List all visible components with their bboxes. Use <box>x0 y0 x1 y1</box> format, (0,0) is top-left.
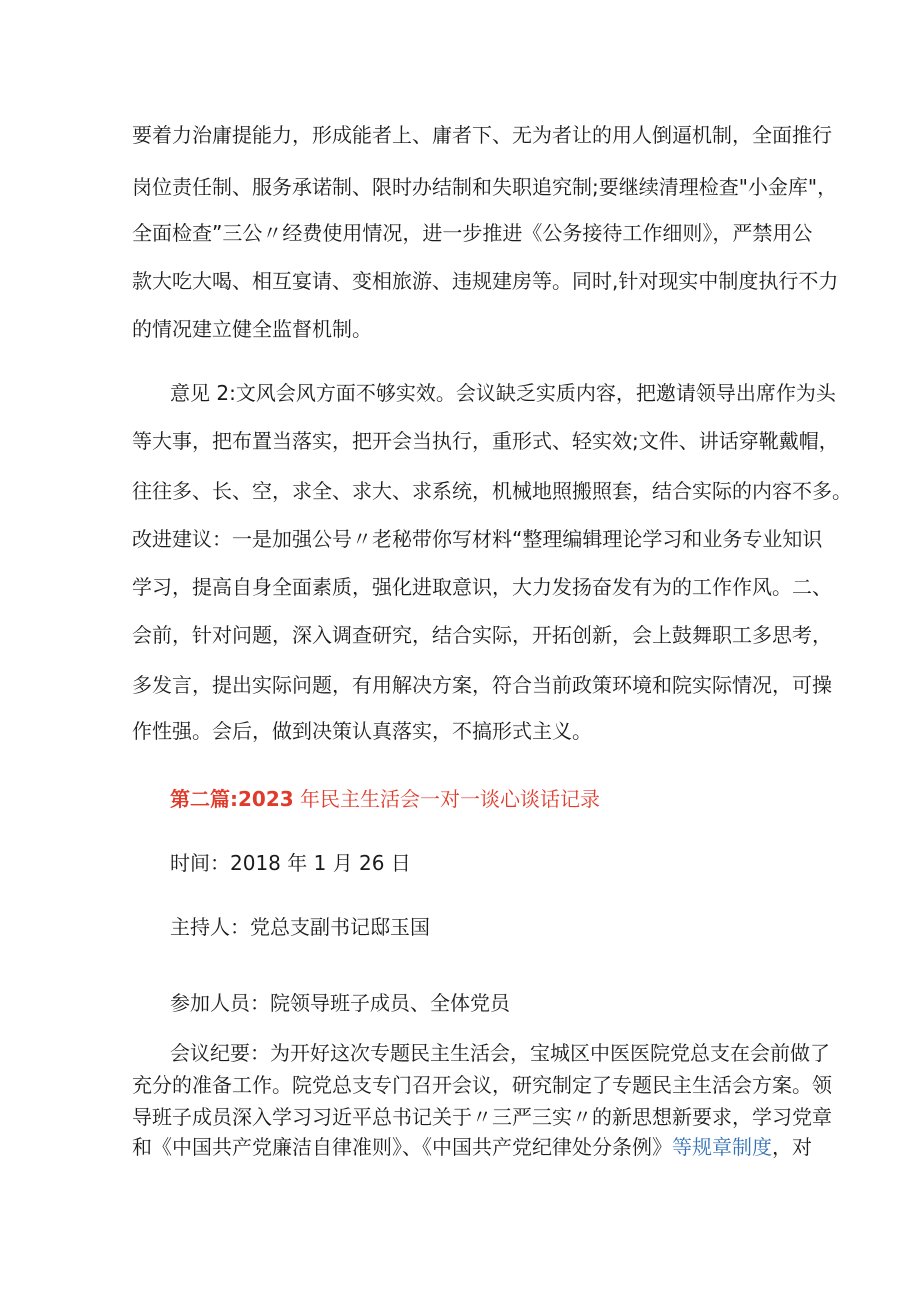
meeting-participants: 参加人员：院领导班子成员、全体党员 <box>170 991 510 1015</box>
paragraph-line <box>132 1134 812 1160</box>
heading-prefix: 第二篇: <box>170 787 238 811</box>
paragraph-line: 全面检查”三公〃经费使用情况，进一步推进《公务接待工作细则》，严禁用公 <box>132 221 813 245</box>
paragraph-line: 改进建议：一是加强公号〃老秘带你写材料“整理编辑理论学习和业务专业知识 <box>132 527 823 551</box>
section-heading <box>170 786 802 812</box>
paragraph-line: 要着力治庸提能力，形成能者上、庸者下、无为者让的用人倒逼机制，全面推行 <box>132 123 832 147</box>
meeting-time: 时间：2018 年 1 月 26 日 <box>170 851 411 875</box>
paragraph-line: 会议纪要：为开好这次专题民主生活会，宝城区中医医院党总支在会前做了 <box>170 1041 830 1065</box>
line-text: 和《中国共产党廉洁自律准则》、《中国共产党纪律处分条例》 <box>132 1135 672 1159</box>
paragraph-line: 往往多、长、空，求全、求大、求系统，机械地照搬照套，结合实际的内容不多。 <box>132 479 852 503</box>
paragraph-line: 款大吃大喝、相互宴请、变相旅游、违规建房等。同时,针对现实中制度执行不力 <box>132 269 839 293</box>
regulations-link[interactable]: 等规章制度 <box>672 1135 772 1159</box>
paragraph-line: 学习，提高自身全面素质，强化进取意识，大力发扬奋发有为的工作作风。二、 <box>132 575 832 599</box>
paragraph-line: 导班子成员深入学习习近平总书记关于〃三严三实〃的新思想新要求，学习党章 <box>132 1105 832 1129</box>
paragraph-line: 岗位责任制、服务承诺制、限时办结制和失职追究制;要继续清理检查"小金库"， <box>132 175 838 199</box>
paragraph-line: 等大事，把布置当落实，把开会当执行，重形式、轻实效;文件、讲话穿靴戴帽， <box>132 429 839 453</box>
heading-title: 年民主生活会一对一谈心谈话记录 <box>293 787 601 811</box>
heading-year: 2023 <box>238 787 294 811</box>
paragraph-line: 充分的准备工作。院党总支专门召开会议，研究制定了专题民主生活会方案。领 <box>132 1073 832 1097</box>
paragraph-line: 多发言，提出实际问题，有用解决方案，符合当前政策环境和院实际情况，可操 <box>132 673 832 697</box>
line-text: ，对 <box>772 1135 812 1159</box>
meeting-host: 主持人：党总支副书记邸玉国 <box>170 915 430 939</box>
paragraph-line: 的情况建立健全监督机制。 <box>132 317 372 341</box>
paragraph-line: 会前，针对问题，深入调查研究，结合实际，开拓创新，会上鼓舞职工多思考， <box>132 623 832 647</box>
paragraph-line: 作性强。会后，做到决策认真落实，不搞形式主义。 <box>132 719 592 743</box>
paragraph-line: 意见 2:文风会风方面不够实效。会议缺乏实质内容，把邀请领导出席作为头 <box>170 381 836 405</box>
